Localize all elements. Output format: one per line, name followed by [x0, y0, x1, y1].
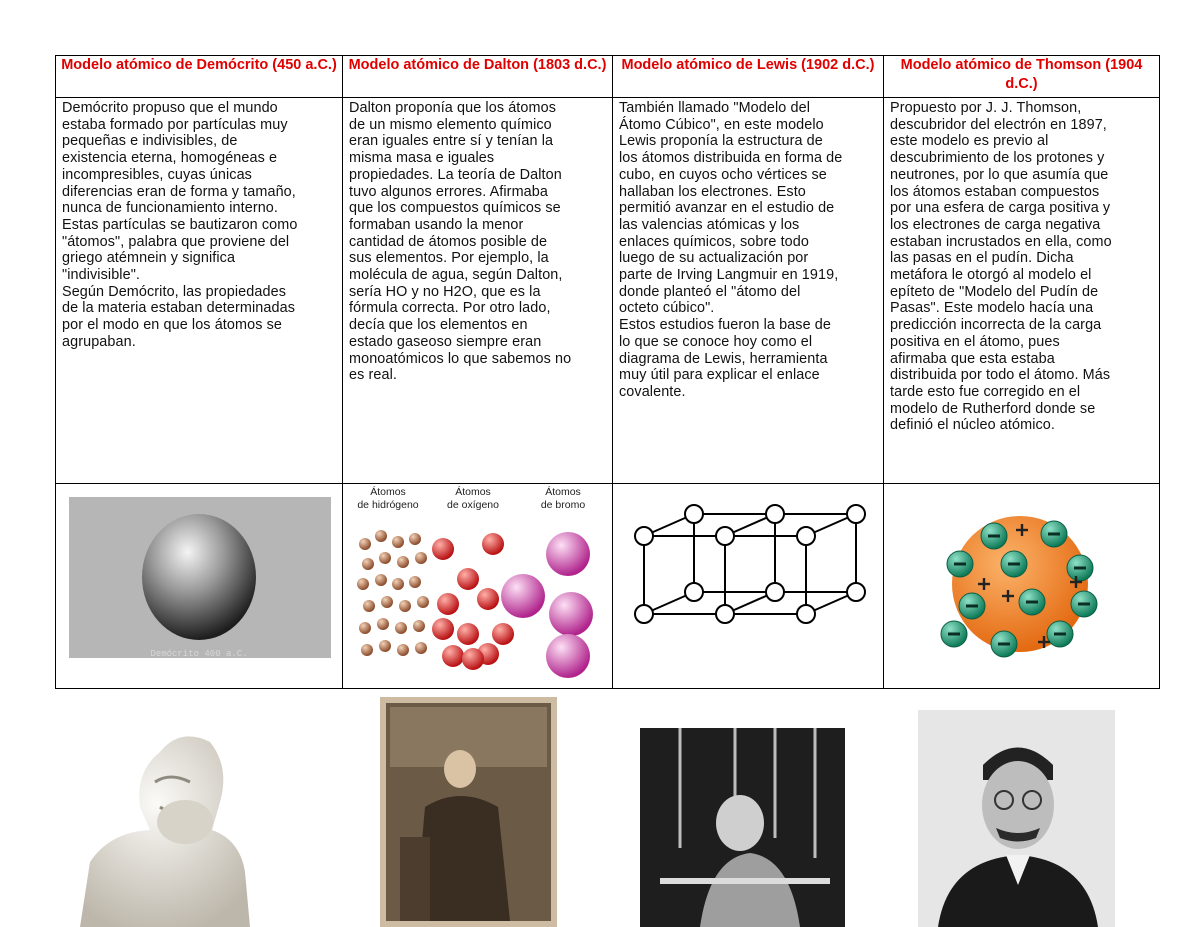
electron-vertex	[766, 505, 784, 523]
oxygen-atom	[432, 618, 454, 640]
dalton-portrait-photo	[380, 697, 557, 927]
minus-sign	[1078, 603, 1090, 606]
oxygen-atom	[462, 648, 484, 670]
oxygen-atom	[432, 538, 454, 560]
lewis-cube-image	[613, 484, 884, 688]
minus-sign	[954, 563, 966, 566]
header-row	[56, 56, 1160, 98]
minus-sign	[988, 535, 1000, 538]
democritus-bust-photo	[80, 712, 250, 927]
plus-sign-v	[1021, 524, 1023, 536]
hydrogen-atom	[357, 578, 369, 590]
hydrogen-label-2: de hidrógeno	[357, 499, 419, 511]
democritus-heading: Modelo atómico de Demócrito (450 a.C.)	[56, 56, 343, 98]
hydrogen-atom	[415, 552, 427, 564]
electron-vertex	[847, 505, 865, 523]
dalton-description: Dalton proponía que los átomos de un mismo elemento químico eran iguales entre sí y tenían la misma masa e iguales propiedades. La teoría de Dalton tuvo algunos errores. Afirmaba que los compuestos químicos se formaban usando la menor cantidad de átomos posible de sus elementos. Por ejemplo, la molécula de agua, según Dalton, sería HO y no H2O, que es la fórmula correcta. Por otro lado, decía que los elementos en estado gaseoso siempre eran monoatómicos lo que sabemos no es real.	[349, 100, 572, 384]
hydrogen-atom	[392, 578, 404, 590]
electron-vertex	[635, 527, 653, 545]
minus-sign	[966, 605, 978, 608]
lewis-image-cell	[613, 484, 884, 689]
minus-sign	[948, 633, 960, 636]
minus-sign	[1054, 633, 1066, 636]
thomson-description: Propuesto por J. J. Thomson, descubridor del electrón en 1897, este modelo es previo al descubrimiento de los protones y neutrones, por lo que asumía que los átomos estaban compuestos por una esfera de carga positiva y los electrones de carga negativa estaban incrustados en ella, como las pasas en el pudín. Dicha metáfora le otorgó al modelo el epíteto de "Modelo del Pudín de Pasas". Este modelo hacía una predicción incorrecta de la carga positiva en el átomo, pues afirmaba que esta estaba distribuida por todo el átomo. Más tarde esto fue corregido en el modelo de Rutherford donde se definió el núcleo atómico.	[890, 100, 1112, 434]
lewis-heading: Modelo atómico de Lewis (1902 d.C.)	[613, 56, 884, 98]
hydrogen-atom	[397, 644, 409, 656]
oxygen-atom	[482, 533, 504, 555]
hydrogen-atom	[359, 538, 371, 550]
oxygen-atom	[477, 588, 499, 610]
hydrogen-atom	[375, 530, 387, 542]
democritus-image-caption: Demócrito 400 a.C.	[150, 649, 248, 659]
hydrogen-atom	[399, 600, 411, 612]
atomic-models-table	[55, 55, 1160, 689]
thomson-heading: Modelo atómico de Thomson (1904 d.C.)	[884, 56, 1160, 98]
bromine-atom	[501, 574, 545, 618]
hydrogen-atom	[361, 644, 373, 656]
minus-sign	[1048, 533, 1060, 536]
plus-sign-v	[983, 578, 985, 590]
democritus-image-cell	[56, 484, 343, 689]
electron-vertex	[766, 583, 784, 601]
oxygen-atom	[457, 568, 479, 590]
bromine-label-2: de bromo	[540, 499, 586, 511]
thomson-portrait-photo	[918, 710, 1115, 927]
oxygen-atom	[442, 645, 464, 667]
hydrogen-atom	[392, 536, 404, 548]
minus-sign	[1008, 563, 1020, 566]
hydrogen-atom	[413, 620, 425, 632]
hydrogen-atom	[379, 552, 391, 564]
hydrogen-atom	[395, 622, 407, 634]
democritus-sphere-image	[56, 484, 343, 688]
description-row	[56, 98, 1160, 484]
hydrogen-atom	[377, 618, 389, 630]
lewis-lab-photo	[640, 728, 845, 927]
dalton-image-cell	[343, 484, 613, 689]
hydrogen-atom	[375, 574, 387, 586]
hydrogen-atom	[379, 640, 391, 652]
dalton-heading: Modelo atómico de Dalton (1803 d.C.)	[343, 56, 613, 98]
bromine-atom	[549, 592, 593, 636]
hydrogen-atom	[415, 642, 427, 654]
electron-vertex	[716, 527, 734, 545]
oxygen-atom	[492, 623, 514, 645]
electron-vertex	[716, 605, 734, 623]
hydrogen-atom	[363, 600, 375, 612]
hydrogen-atom	[409, 576, 421, 588]
hydrogen-atom	[359, 622, 371, 634]
plus-sign-v	[1075, 576, 1077, 588]
electron-vertex	[685, 583, 703, 601]
plus-sign-v	[1007, 590, 1009, 602]
hydrogen-atom	[397, 556, 409, 568]
oxygen-atom	[437, 593, 459, 615]
bromine-label-1: Átomos	[545, 486, 581, 498]
plus-sign-v	[1043, 636, 1045, 648]
hydrogen-atom	[417, 596, 429, 608]
electron-vertex	[847, 583, 865, 601]
lewis-description: También llamado "Modelo del Átomo Cúbico", en este modelo Lewis proponía la estructura de los átomos distribuida en forma de cubo, en cuyos ocho vértices se hallaban los electrones. Esto permitió avanzar en el estudio de las valencias atómicas y los enlaces químicos, sobre todo luego de su actualización por parte de Irving Langmuir en 1919, donde planteó el "átomo del octeto cúbico". Estos estudios fueron la base de lo que se conoce hoy como el diagrama de Lewis, herramienta muy útil para explicar el enlace covalente.	[619, 100, 843, 400]
oxygen-label-2: de oxígeno	[447, 499, 499, 511]
bromine-atom	[546, 634, 590, 678]
minus-sign	[1026, 601, 1038, 604]
bromine-atom	[546, 532, 590, 576]
electron-vertex	[685, 505, 703, 523]
thomson-image-cell	[884, 484, 1160, 689]
oxygen-label-1: Átomos	[455, 486, 491, 498]
hydrogen-atom	[362, 558, 374, 570]
minus-sign	[998, 643, 1010, 646]
image-row	[56, 484, 1160, 689]
electron-vertex	[797, 527, 815, 545]
thomson-pudding-image	[884, 484, 1160, 688]
hydrogen-atom	[381, 596, 393, 608]
electron-vertex	[635, 605, 653, 623]
dalton-atoms-image	[343, 484, 613, 688]
hydrogen-atom	[409, 533, 421, 545]
hydrogen-label-1: Átomos	[370, 486, 406, 498]
electron-vertex	[797, 605, 815, 623]
minus-sign	[1074, 567, 1086, 570]
democritus-description: Demócrito propuso que el mundo estaba formado por partículas muy pequeñas e indivisibles, de existencia eterna, homogéneas e incompresibles, cuyas únicas diferencias eran de forma y tamaño, nunca de funcionamiento interno. Estas partículas se bautizaron como "átomos", palabra que proviene del griego atémnein y significa "indivisible". Según Demócrito, las propiedades de la materia estaban determinadas por el modo en que los átomos se agrupaban.	[62, 100, 298, 350]
oxygen-atom	[457, 623, 479, 645]
